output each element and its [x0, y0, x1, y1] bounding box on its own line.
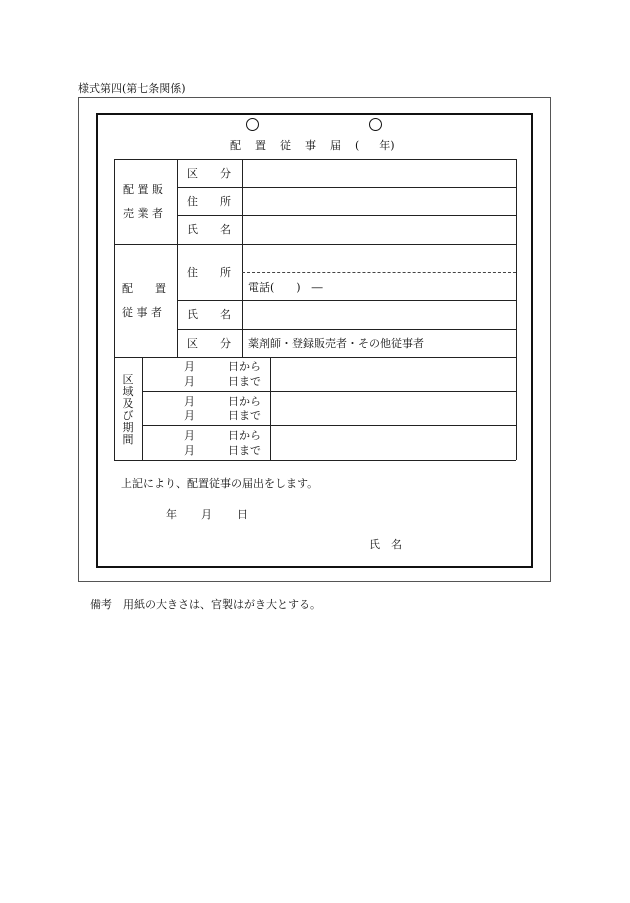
signature-name-label: 氏 名	[369, 538, 402, 551]
title-char: 事	[305, 139, 316, 152]
title-year: 年)	[379, 139, 395, 152]
period-row-1-from: 月 日から	[184, 360, 261, 373]
vendor-name-label: 氏 名	[187, 223, 231, 236]
vendor-category-label: 区 分	[187, 167, 231, 180]
declaration-statement: 上記により、配置従事の届出をします。	[121, 477, 319, 490]
title-char: 従	[280, 139, 291, 152]
left-punch-hole-icon	[246, 118, 259, 131]
worker-name-label: 氏 名	[187, 308, 231, 321]
right-punch-hole-icon	[369, 118, 382, 131]
form-title	[230, 137, 395, 153]
title-paren: (	[355, 139, 360, 152]
vendor-address-label: 住 所	[187, 195, 231, 208]
date-day-label: 日	[237, 508, 248, 521]
period-row-2-from: 月 日から	[184, 395, 261, 408]
date-month-label: 月	[201, 508, 212, 521]
title-char: 配	[230, 139, 241, 152]
form-caption: 様式第四(第七条関係)	[78, 82, 186, 95]
worker-category-value: 薬剤師・登録販売者・その他従事者	[248, 337, 424, 350]
date-year-label: 年	[166, 508, 177, 521]
title-char: 届	[330, 139, 341, 152]
period-row-2-to: 月 日まで	[184, 409, 261, 422]
vendor-group-label-line2: 売 業 者	[123, 207, 163, 220]
worker-group-label-line1: 配 置	[122, 282, 166, 295]
worker-address-label: 住 所	[187, 266, 231, 279]
period-row-1-to: 月 日まで	[184, 375, 261, 388]
title-char: 置	[255, 139, 266, 152]
worker-category-label: 区 分	[187, 337, 231, 350]
worker-phone-text: 電話( ) ―	[248, 281, 323, 294]
period-row-3-to: 月 日まで	[184, 444, 261, 457]
period-row-3-from: 月 日から	[184, 429, 261, 442]
vendor-group-label-line1: 配 置 販	[123, 183, 163, 196]
area-period-vertical-label: 区 域 及 び 期 間	[122, 373, 134, 446]
worker-group-label-line2: 従 事 者	[122, 306, 162, 319]
footnote: 備考 用紙の大きさは、官製はがき大とする。	[90, 598, 321, 611]
